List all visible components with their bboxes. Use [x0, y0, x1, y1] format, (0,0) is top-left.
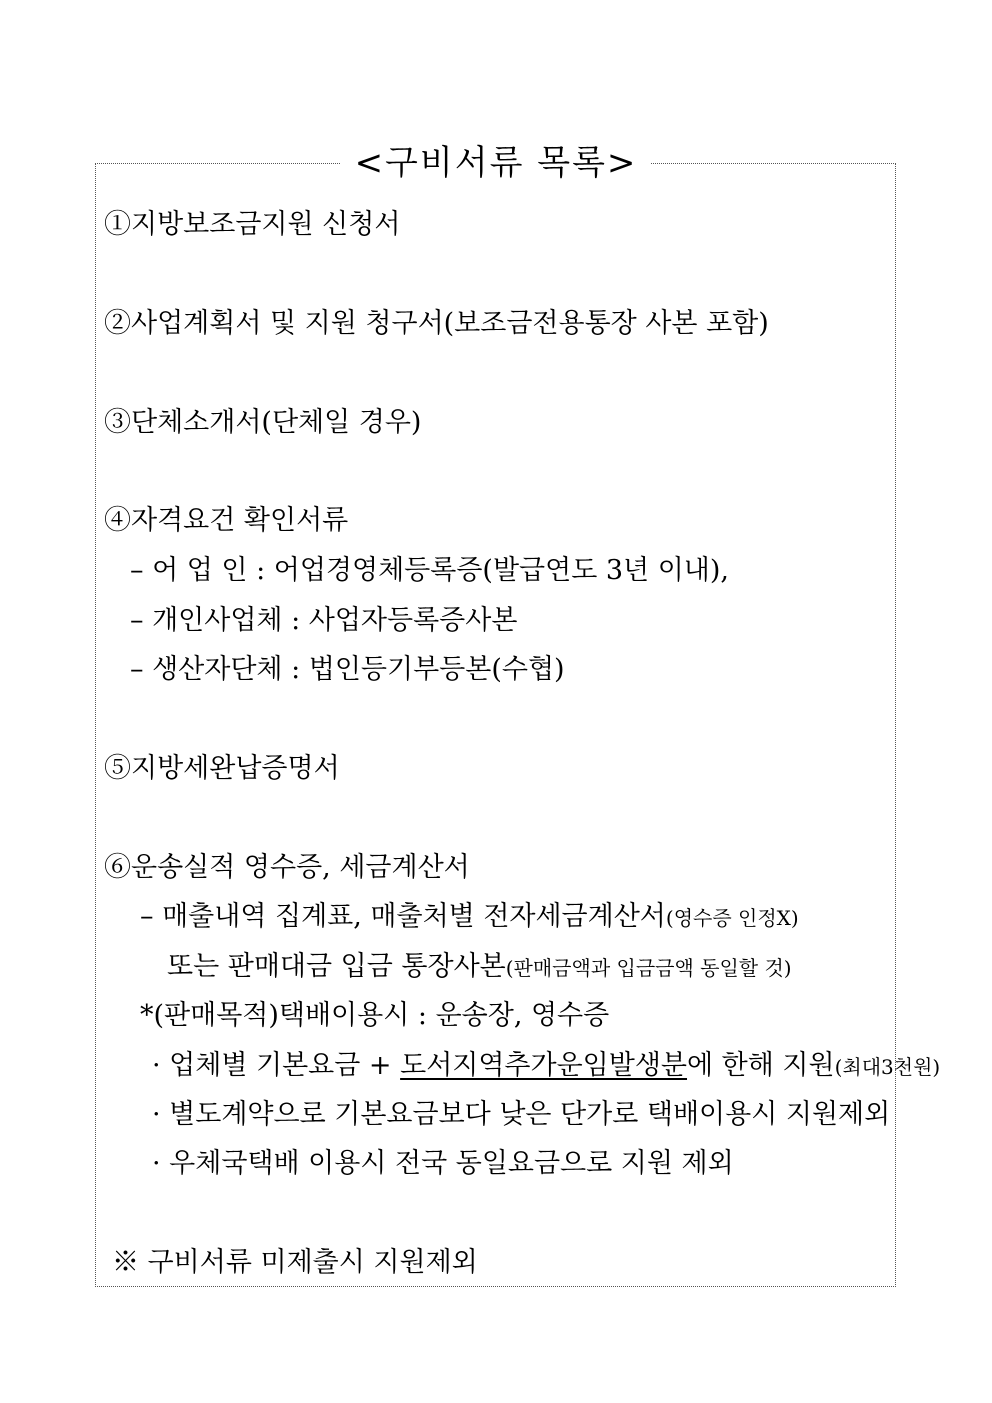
footer-note: ※ 구비서류 미제출시 지원제외 [112, 1247, 478, 1278]
qualification-producer-group: – 생산자단체 : 법인등기부등본(수협) [130, 654, 565, 685]
transport-sales-details [140, 899, 799, 936]
page-title-text: <구비서류 목록> [341, 143, 652, 183]
item-tax-certificate: ⑤지방세완납증명서 [104, 753, 340, 784]
transport-sales-details-note: (영수증 인정X) [665, 906, 799, 930]
item-qualification-documents: ④자격요건 확인서류 [104, 505, 349, 536]
transport-bankbook-copy [167, 949, 792, 986]
transport-sales-details-text: – 매출내역 집계표, 매출처별 전자세금계산서 [140, 901, 666, 932]
qualification-fisher: – 어 업 인 : 어업경영체등록증(발급연도 3년 이내), [130, 555, 729, 586]
item-group-introduction: ③단체소개서(단체일 경우) [104, 407, 422, 438]
courier-bullet-support [152, 1048, 940, 1085]
transport-bankbook-copy-text: 또는 판매대금 입금 통장사본 [167, 951, 506, 982]
item-application-form: ①지방보조금지원 신청서 [104, 209, 401, 240]
courier-bullet-support-underlined: 도서지역추가운임발생분 [400, 1050, 688, 1081]
courier-bullet-postal-exclusion: · 우체국택배 이용시 전국 동일요금으로 지원 제외 [152, 1148, 734, 1179]
qualification-individual-business: – 개인사업체 : 사업자등록증사본 [130, 605, 518, 636]
transport-bankbook-copy-note: (판매금액과 입금금액 동일할 것) [505, 956, 792, 980]
item-business-plan: ②사업계획서 및 지원 청구서(보조금전용통장 사본 포함) [104, 308, 769, 339]
courier-usage-documents: *(판매목적)택배이용시 : 운송장, 영수증 [140, 1000, 610, 1031]
courier-bullet-support-a: · 업체별 기본요금 + [152, 1050, 401, 1081]
courier-bullet-support-note: (최대3천원) [834, 1055, 941, 1079]
item-transport-receipts: ⑥운송실적 영수증, 세금계산서 [104, 852, 470, 883]
courier-bullet-support-b: 에 한해 지원 [687, 1050, 835, 1081]
page-title [0, 138, 992, 188]
courier-bullet-contract-exclusion: · 별도계약으로 기본요금보다 낮은 단가로 택배이용시 지원제외 [152, 1099, 891, 1130]
